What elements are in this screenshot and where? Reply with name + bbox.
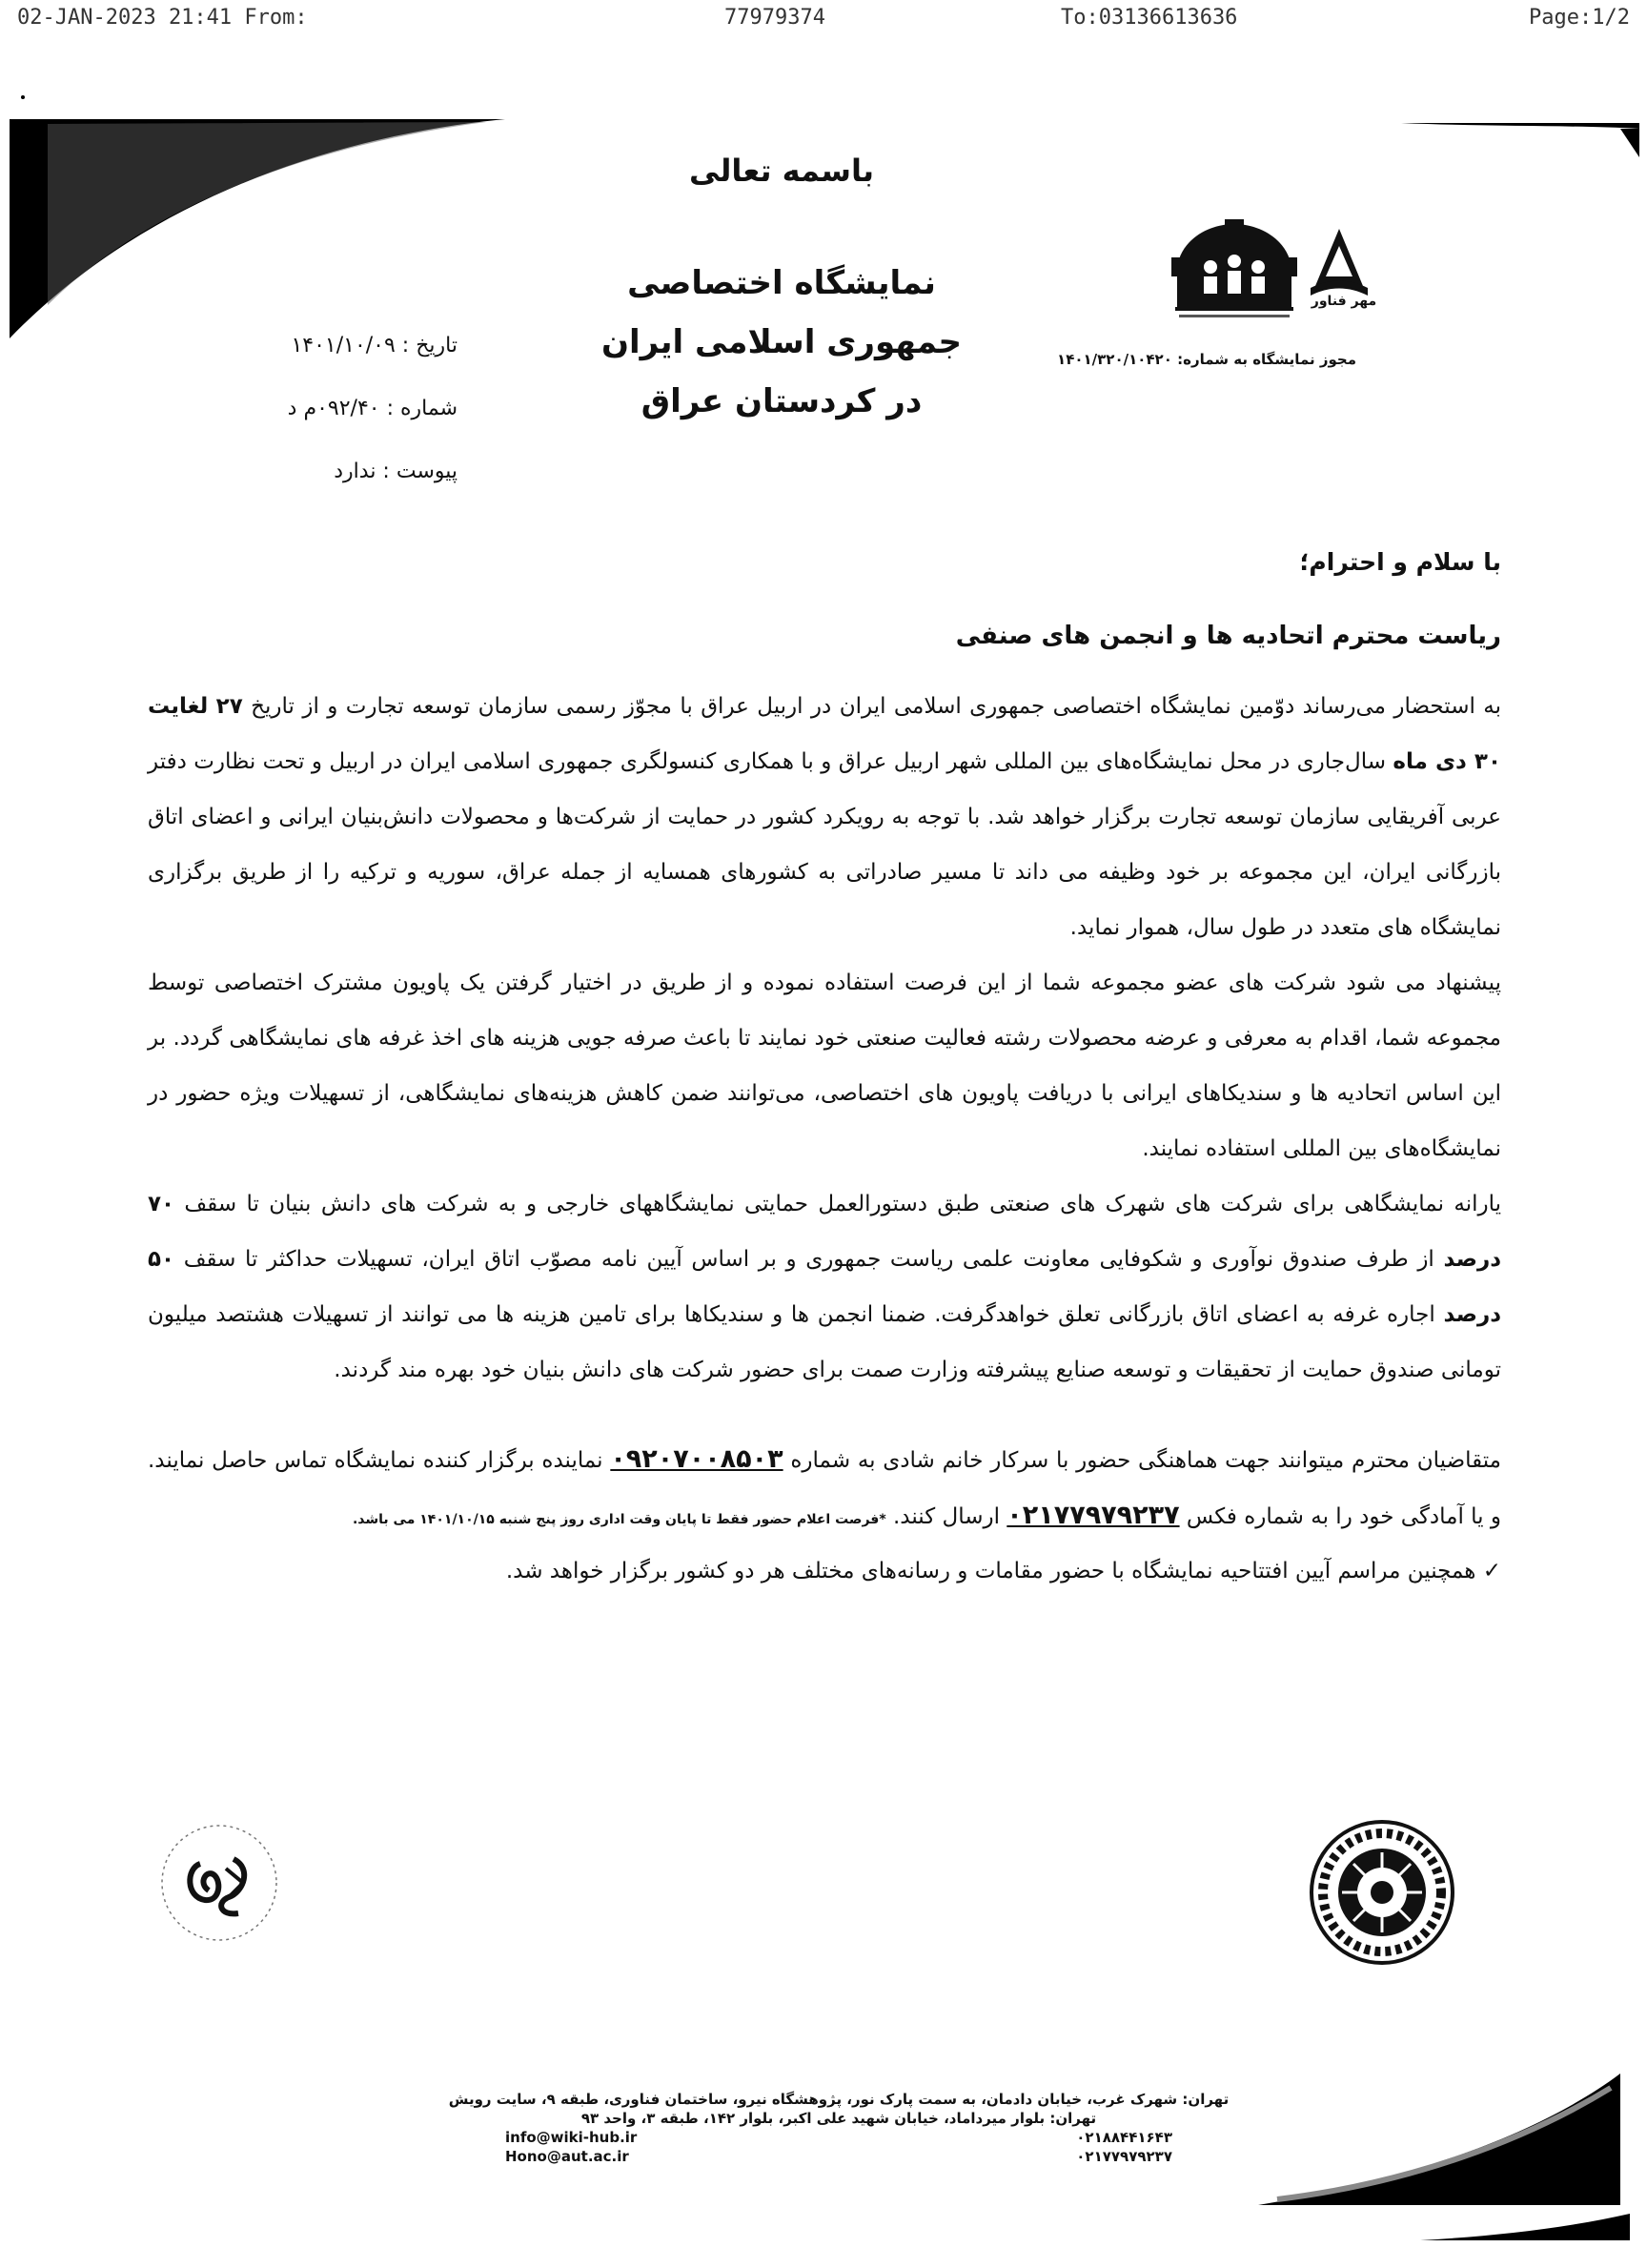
permit-number: مجوز نمایشگاه به شماره: ۱۴۰۱/۳۲۰/۱۰۴۲۰: [1057, 351, 1356, 368]
contact-phone-number: ۰۹۲۰۷۰۰۸۵۰۳: [610, 1444, 783, 1474]
p1-text-a: به استحضار می‌رساند دوّمین نمایشگاه اختصاصی جمهوری اسلامی ایران در اربیل عراق با مجوّز رسمی سازمان توسعه تجارت و از تاریخ: [242, 694, 1502, 719]
trade-promotion-seal-icon: [148, 1816, 291, 1950]
bismillah-heading: باسمه تعالی: [689, 153, 874, 189]
letter-date: تاریخ : ۱۴۰۱/۱۰/۰۹: [291, 334, 458, 358]
footer-contact-row-1: [448, 2128, 1230, 2147]
letter-number: شماره : ۰۹۲/۴۰م د: [287, 397, 458, 420]
addressee: ریاست محترم اتحادیه ها و انجمن های صنفی: [955, 622, 1501, 650]
closing-note: ✓ همچنین مراسم آیین افتتاحیه نمایشگاه با حضور مقامات و رسانه‌های مختلف هر دو کشور برگزار خواهد شد.: [505, 1559, 1501, 1584]
contact-text-c: ارسال کنند.: [885, 1504, 1007, 1529]
p3-percent-70: ۷۰ درصد: [148, 1192, 1501, 1272]
title-line-2: جمهوری اسلامی ایران: [600, 323, 963, 361]
footer-email-2: Hono@aut.ac.ir: [505, 2148, 629, 2165]
paragraph-1: [148, 679, 1501, 955]
contact-paragraph: [148, 1432, 1501, 1547]
p3-percent-50: ۵۰ درصد: [148, 1247, 1501, 1327]
contact-text-a: متقاضیان محترم میتوانند جهت هماهنگی حضور با سرکار خانم شادی به شماره: [783, 1448, 1501, 1473]
p1-start-date: ۲۷: [215, 694, 243, 719]
greeting: با سلام و احترام؛: [1299, 548, 1501, 576]
paragraph-2: پیشنهاد می شود شرکت های عضو مجموعه شما از این فرصت استفاده نموده و از طریق در اختیار گرفتن یک پاویون مشترک اختصاصی توسط مجموعه شما، اقدام به معرفی و عرضه محصولات رشته فعالیت صنعتی خود نمایند تا باعث صرفه جویی هزینه های اخذ غرفه های نمایشگاهی گردد. بر این اساس اتحادیه ها و سندیکاهای ایرانی با دریافت پاویون های اختصاصی، می‌توانند ضمن کاهش هزینه‌های نمایشگاهی، از تسهیلات ویژه حضور در نمایشگاه‌های بین المللی استفاده نمایند.: [148, 971, 1501, 1161]
top-swoosh-decoration: [10, 114, 505, 343]
title-line-1: نمایشگاه اختصاصی: [627, 264, 936, 302]
title-line-3: در کردستان عراق: [640, 382, 923, 420]
letterhead-title: [534, 153, 1029, 431]
fax-recipient: To:03136613636: [1061, 6, 1238, 30]
letter-meta: [219, 315, 458, 503]
p1-space: [208, 694, 215, 719]
logo-name: مهر فناور: [1311, 294, 1377, 309]
p3-text-a: یارانه نمایشگاهی برای شرکت های شهرک های صنعتی طبق دستورالعمل حمایتی نمایشگاههای خارجی و به شرکت های دانش بنیان تا سقف: [174, 1192, 1501, 1216]
footer-address-line-2: تهران: بلوار میرداماد، خیابان شهید علی اکبر، بلوار ۱۴۲، طبقه ۳، واحد ۹۳: [580, 2110, 1097, 2127]
footer-phone-2: ۰۲۱۷۷۹۷۹۲۳۷: [1076, 2148, 1172, 2165]
scan-speck: [21, 95, 25, 99]
letter-attachment: پیوست : ندارد: [334, 460, 458, 483]
bottom-right-swoosh-decoration: [1258, 2074, 1620, 2207]
paragraph-3: [148, 1176, 1501, 1398]
footer-address: [448, 2090, 1230, 2166]
p3-text-b: از طرف صندوق نوآوری و شکوفایی معاونت علمی ریاست جمهوری و بر اساس آیین نامه مصوّب اتاق ایران، تسهیلات حداکثر تا سقف: [174, 1247, 1444, 1272]
fax-datetime: 02-JAN-2023 21:41 From:: [17, 6, 308, 30]
fax-header: [17, 6, 1630, 34]
contact-text-b: نماینده برگزار کننده نمایشگاه تماس حاصل نمایند. و یا آمادگی خود را به شماره فکس: [148, 1448, 1501, 1529]
footer-email-1: info@wiki-hub.ir: [505, 2129, 638, 2146]
fax-number: ۰۲۱۷۷۹۷۹۲۳۷: [1006, 1501, 1180, 1530]
letter-body: [148, 548, 1501, 1595]
p1-text-c: سال‌جاری در محل نمایشگاه‌های بین المللی شهر اربیل عراق و با همکاری کنسولگری جمهوری اسلامی ایران در اربیل و تحت نظارت دفتر عربی آفریقایی سازمان توسعه تجارت برگزار خواهد شد. با توجه به رویکرد کشور در حمایت از شرکت‌ها و محصولات دانش‌بنیان ایرانی و اعضای اتاق بازرگانی ایران، این مجموعه بر خود وظیفه می داند تا مسیر صادراتی به کشورهای همسایه از جمله عراق، سوریه و ترکیه را از طریق برگزاری نمایشگاه های متعدد در طول سال، هموار نماید.: [148, 749, 1501, 940]
organizer-logos: [1168, 219, 1377, 334]
footer-contact-row-2: [448, 2147, 1230, 2166]
footer-address-line-1: تهران: شهرک غرب، خیابان دادمان، به سمت پارک نور، پژوهشگاه نیرو، ساختمان فناوری، طبقه ۹، سایت رویش: [448, 2091, 1230, 2108]
p3-text-c: اجاره غرفه به اعضای اتاق بازرگانی تعلق خواهدگرفت. ضمنا انجمن ها و سندیکاها برای تامین هزینه ها می توانند از تسهیلات هشتصد میلیون تومانی صندوق حمایت از تحقیقات و توسعه صنایع پیشرفته وزارت صمت برای حضور شرکت های دانش بنیان خود بهره مند گردند.: [148, 1302, 1501, 1382]
footer-phone-1: ۰۲۱۸۸۴۴۱۶۴۳: [1076, 2129, 1172, 2146]
chamber-of-commerce-seal-icon: [1306, 1816, 1458, 1969]
deadline-note: *فرصت اعلام حضور فقط تا پایان وقت اداری روز پنج شنبه ۱۴۰۱/۱۰/۱۵ می باشد.: [352, 1512, 886, 1527]
bottom-edge-swoosh-decoration: [1420, 2212, 1630, 2250]
top-right-swoosh-decoration: [1401, 119, 1639, 157]
p1-end-date: لغایت ۳۰ دی ماه: [148, 694, 1501, 774]
fax-page-number: Page:1/2: [1529, 6, 1630, 30]
fax-sender-number: 77979374: [724, 6, 825, 30]
